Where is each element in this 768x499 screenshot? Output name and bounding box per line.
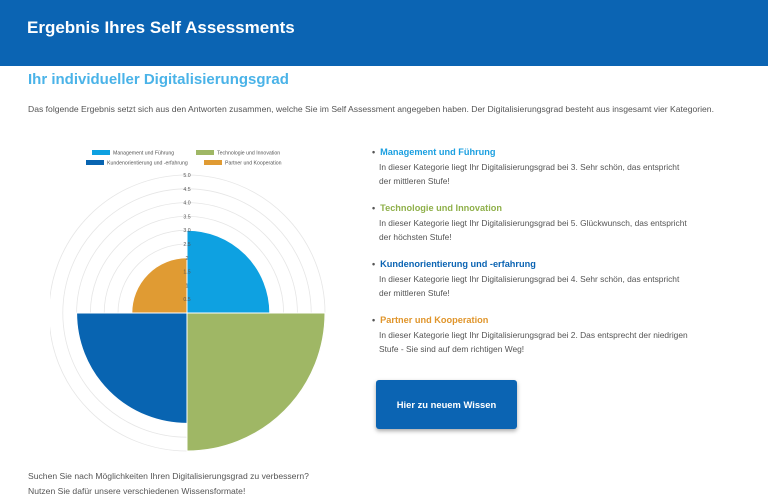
outro-line-2: Nutzen Sie dafür unsere verschiedenen Wissensformate! [28, 486, 246, 496]
category-kundenorientierung [372, 258, 692, 300]
slice-4[interactable] [132, 255, 189, 313]
bullet-icon: • [372, 147, 376, 157]
tick-label: 2.5 [183, 242, 191, 248]
legend-label: Kundenorientierung und -erfahrung [107, 160, 188, 167]
legend-label: Technologie und Innovation [217, 150, 281, 157]
header-title: Ergebnis Ihres Self Assessments [27, 18, 295, 37]
bullet-icon: • [372, 315, 376, 325]
legend-swatch [92, 150, 110, 155]
legend-swatch [86, 160, 104, 165]
legend-label: Management und Führung [113, 150, 175, 157]
tick-label: 1.5 [183, 269, 191, 276]
chart-svg [50, 146, 340, 456]
category-partner [372, 314, 692, 356]
tick-label: 4.0 [183, 200, 191, 207]
chart-slices [77, 230, 325, 451]
section-title: Ihr individueller Digitalisierungsgrad [28, 71, 289, 88]
tick-label: 0.5 [183, 297, 191, 304]
legend-label: Partner und Kooperation [225, 160, 282, 167]
legend-swatch [196, 150, 214, 155]
outro-line-1: Suchen Sie nach Möglichkeiten Ihren Digitalisierungsgrad zu verbessern? [28, 471, 309, 481]
category-management [372, 146, 692, 188]
category-title: Technologie und Innovation [380, 203, 502, 213]
slice-2[interactable] [187, 313, 325, 451]
slice-3[interactable] [77, 313, 187, 423]
bullet-icon: • [372, 259, 376, 269]
tick-label: 2 [185, 255, 189, 262]
category-description: In dieser Kategorie liegt Ihr Digitalisierungsgrad bei 5. Glückwunsch, das entspricht der höchsten Stufe! [379, 218, 687, 242]
category-description: In dieser Kategorie liegt Ihr Digitalisierungsgrad bei 2. Das entsprecht der niedrigen Stufe - Sie sind auf dem richtigen Weg! [379, 330, 688, 354]
chart-legend [86, 150, 282, 167]
category-description: In dieser Kategorie liegt Ihr Digitalisierungsgrad bei 3. Sehr schön, das entspricht der mittleren Stufe! [379, 162, 680, 186]
category-technologie [372, 202, 692, 244]
bullet-icon: • [372, 203, 376, 213]
new-knowledge-button[interactable]: Hier zu neuem Wissen [376, 380, 517, 429]
tick-label: 5.0 [183, 173, 191, 179]
slice-1[interactable] [187, 230, 270, 313]
tick-label: 1 [185, 283, 189, 290]
category-title: Partner und Kooperation [380, 315, 489, 325]
page-header [0, 0, 768, 66]
tick-label: 3.5 [183, 214, 191, 221]
outro-text [28, 469, 448, 499]
tick-label: 4.5 [183, 186, 191, 193]
legend-swatch [204, 160, 222, 165]
category-description: In dieser Kategorie liegt Ihr Digitalisierungsgrad bei 4. Sehr schön, das entspricht der mittleren Stufe! [379, 274, 680, 298]
intro-text: Das folgende Ergebnis setzt sich aus den Antworten zusammen, welche Sie im Self Assessment angegeben haben. Der Digitalisierungsgrad besteht aus insgesamt vier Kategorien. [28, 104, 714, 114]
category-title: Kundenorientierung und -erfahrung [380, 259, 536, 269]
category-title: Management und Führung [380, 147, 496, 157]
polar-area-chart [50, 146, 340, 456]
tick-label: 3.0 [183, 228, 191, 235]
